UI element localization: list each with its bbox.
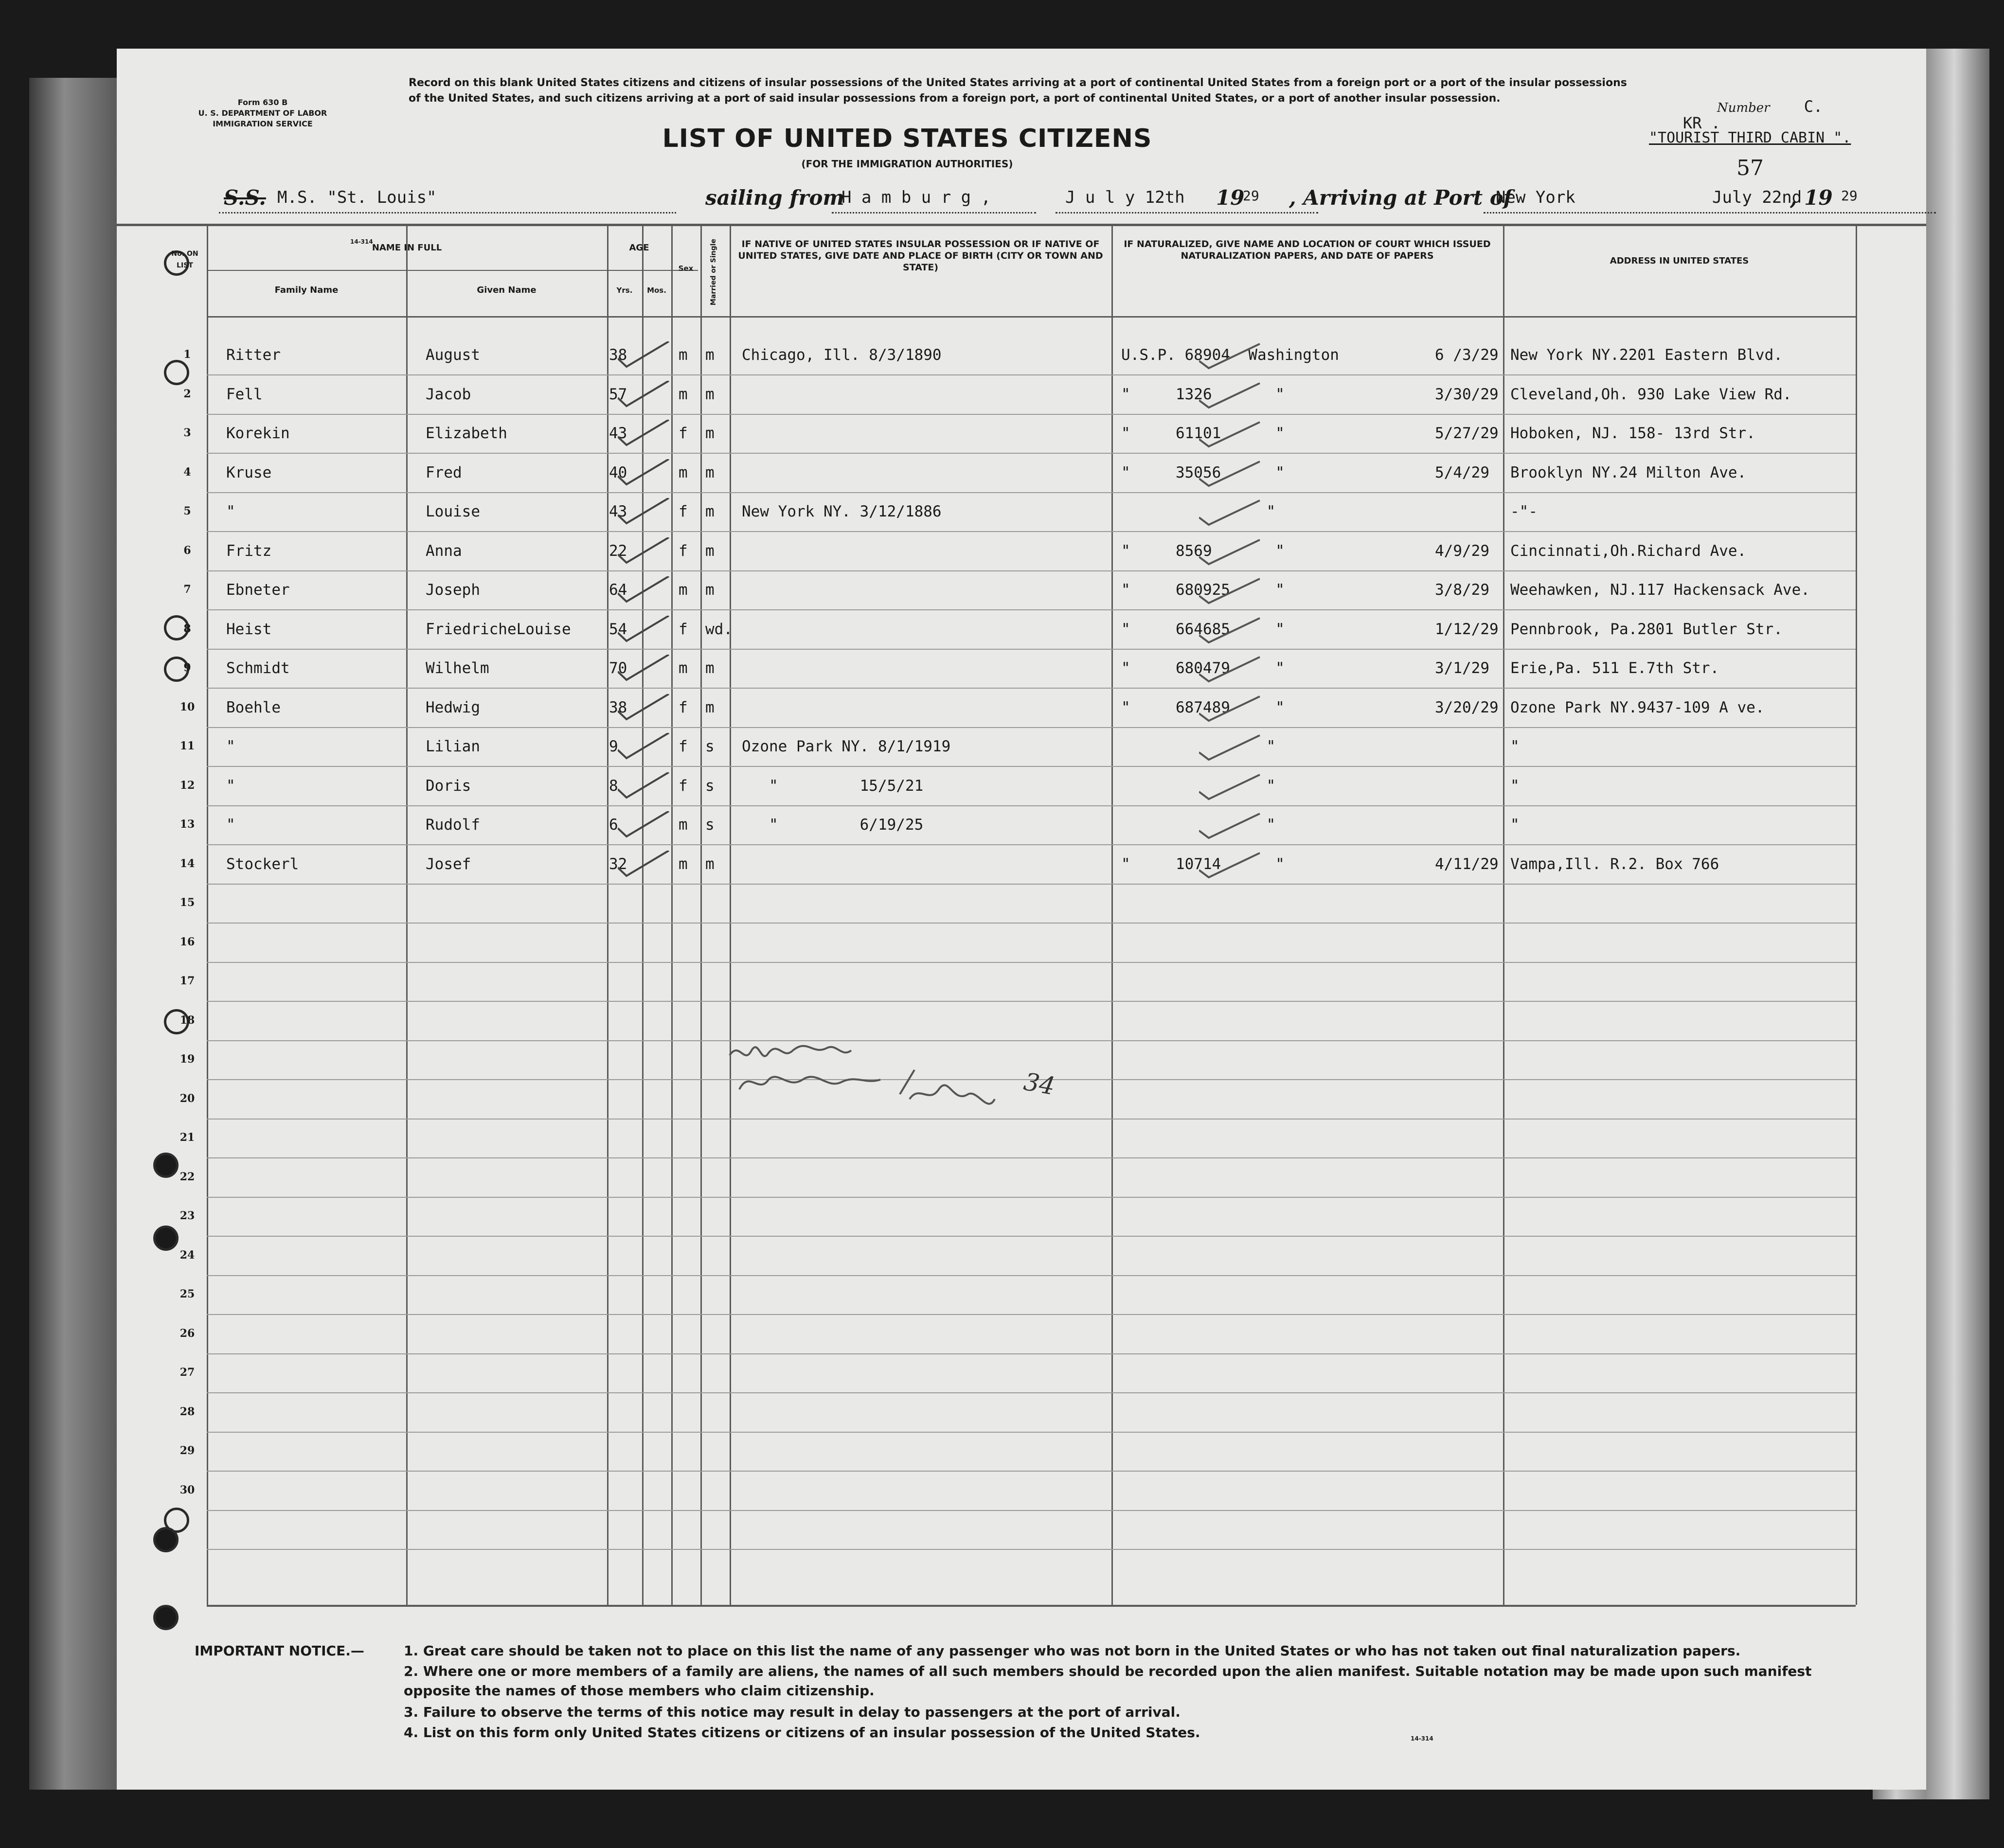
- row-number: 20: [179, 1092, 195, 1105]
- address-cell: ": [1510, 777, 1520, 795]
- row-number: 5: [183, 505, 191, 517]
- departure-year: 29: [1243, 188, 1259, 204]
- address-cell: Weehawken, NJ.117 Hackensack Ave.: [1510, 581, 1810, 599]
- address-cell: Cincinnati,Oh.Richard Ave.: [1510, 542, 1747, 560]
- given-name-cell: Anna: [426, 542, 462, 560]
- vessel-name: M.S. "St. Louis": [277, 188, 437, 207]
- checkmark-icon: [618, 694, 671, 723]
- given-name-cell: Louise: [426, 503, 480, 520]
- naturalization-cell: U.S.P. 68904 Washington: [1121, 346, 1339, 364]
- family-name-cell: Fritz: [226, 542, 272, 560]
- age-years-cell: 6: [609, 816, 618, 834]
- marital-status-cell: m: [705, 425, 715, 442]
- family-name-cell: ": [226, 816, 235, 834]
- checkmark-icon: [1199, 811, 1262, 840]
- age-years-cell: 70: [609, 659, 627, 677]
- marital-status-cell: s: [705, 777, 715, 795]
- checkmark-icon: [618, 576, 671, 605]
- departure-date: J u l y 12th: [1065, 188, 1185, 207]
- age-years-cell: 54: [609, 620, 627, 638]
- row-number: 12: [179, 779, 195, 792]
- row-number: 1: [183, 348, 191, 361]
- family-name-cell: Schmidt: [226, 659, 290, 677]
- birth-place-cell: Chicago, Ill. 8/3/1890: [742, 346, 942, 364]
- row-number: 9: [183, 661, 191, 674]
- header-address: ADDRESS IN UNITED STATES: [1610, 256, 1749, 266]
- header-no-on-list: No. ON LIST: [171, 250, 198, 269]
- birth-place-cell: Ozone Park NY. 8/1/1919: [742, 738, 951, 755]
- sex-cell: m: [679, 855, 688, 873]
- given-name-cell: August: [426, 346, 480, 364]
- marital-status-cell: m: [705, 698, 715, 716]
- naturalization-cell: " 1326 ": [1121, 385, 1285, 403]
- given-name-cell: Doris: [426, 777, 471, 795]
- row-number: 24: [179, 1248, 195, 1262]
- number-label: Number: [1717, 101, 1770, 115]
- naturalization-date-cell: 6 /3/29: [1435, 346, 1499, 364]
- marital-status-cell: m: [705, 855, 715, 873]
- given-name-cell: Fred: [426, 463, 462, 481]
- checkmark-icon: [1199, 772, 1262, 801]
- row-number: 3: [183, 426, 191, 439]
- manifest-page: [117, 49, 1926, 1790]
- department-name: U. S. DEPARTMENT OF LABOR: [198, 108, 327, 118]
- row-number: 13: [179, 818, 195, 831]
- notice-heading: IMPORTANT NOTICE.—: [195, 1643, 364, 1659]
- number-value: C.: [1804, 97, 1823, 116]
- given-name-cell: Jacob: [426, 385, 471, 403]
- binder-edge-left: [29, 78, 117, 1790]
- address-cell: Cleveland,Oh. 930 Lake View Rd.: [1510, 385, 1792, 403]
- row-number: 15: [179, 896, 195, 909]
- checkmark-icon: [618, 498, 671, 527]
- family-name-cell: Stockerl: [226, 855, 299, 873]
- given-name-cell: Hedwig: [426, 698, 480, 716]
- row-number: 14: [179, 857, 195, 870]
- checkmark-icon: [1199, 381, 1262, 410]
- marital-status-cell: m: [705, 542, 715, 560]
- naturalization-cell: " 680925 ": [1121, 581, 1285, 599]
- family-name-cell: Heist: [226, 620, 272, 638]
- arrival-year-prefix: , 19: [1790, 186, 1833, 210]
- row-number: 4: [183, 465, 191, 479]
- sex-cell: m: [679, 581, 688, 599]
- header-naturalization: IF NATURALIZED, GIVE NAME AND LOCATION OF COURT WHICH ISSUED NATURALIZATION PAPERS, AND DATE OF PAPERS: [1124, 239, 1491, 261]
- address-cell: Vampa,Ill. R.2. Box 766: [1510, 855, 1719, 873]
- age-years-cell: 38: [609, 346, 627, 364]
- row-number: 23: [179, 1209, 195, 1222]
- row-number: 27: [179, 1366, 195, 1379]
- notice-item: 1. Great care should be taken not to place on this list the name of any passenger who was not born in the United States or who has not taken out final naturalization papers.: [404, 1643, 1741, 1659]
- naturalization-cell: ": [1121, 503, 1276, 520]
- naturalization-date-cell: 3/1/29: [1435, 659, 1489, 677]
- form-code-top: 14-314: [350, 238, 373, 245]
- checkmark-icon: [618, 655, 671, 684]
- given-name-cell: Josef: [426, 855, 471, 873]
- sex-cell: m: [679, 385, 688, 403]
- naturalization-cell: ": [1121, 777, 1276, 795]
- row-number: 11: [179, 740, 195, 752]
- family-name-cell: ": [226, 777, 235, 795]
- checkmark-icon: [618, 851, 671, 880]
- given-name-cell: Joseph: [426, 581, 480, 599]
- header-given-name: Given Name: [477, 285, 537, 295]
- naturalization-date-cell: 4/9/29: [1435, 542, 1489, 560]
- sex-cell: f: [679, 425, 688, 442]
- row-number: 2: [183, 387, 191, 400]
- given-name-cell: Wilhelm: [426, 659, 489, 677]
- naturalization-cell: " 10714 ": [1121, 855, 1285, 873]
- record-instructions: Record on this blank United States citizens and citizens of insular possessions of the United States arriving at a port of continental United States from a foreign port or a port of the insular possessions of the United States, and such citizens arriving at a port of said insular possessions from a foreign port, a port of continental United States, or a port of another insular possession.: [409, 77, 1627, 105]
- checkmark-icon: [1199, 576, 1262, 605]
- given-name-cell: Rudolf: [426, 816, 480, 834]
- age-years-cell: 40: [609, 463, 627, 481]
- sex-cell: m: [679, 659, 688, 677]
- naturalization-cell: " 664685 ": [1121, 620, 1285, 638]
- checkmark-icon: [1199, 733, 1262, 762]
- marital-status-cell: m: [705, 346, 715, 364]
- row-number: 22: [179, 1170, 195, 1183]
- header-family-name: Family Name: [274, 285, 339, 295]
- naturalization-date-cell: 4/11/29: [1435, 855, 1499, 873]
- marital-status-cell: wd.: [705, 620, 733, 638]
- row-number: 7: [183, 583, 191, 596]
- page-subtitle: (FOR THE IMMIGRATION AUTHORITIES): [801, 158, 1013, 170]
- marital-status-cell: m: [705, 503, 715, 520]
- checkmark-icon: [618, 381, 671, 410]
- cabin-class: "TOURIST THIRD CABIN ".: [1649, 129, 1851, 146]
- sex-cell: m: [679, 463, 688, 481]
- marital-status-cell: s: [705, 816, 715, 834]
- header-birth-place: IF NATIVE OF UNITED STATES INSULAR POSSESSION OR IF NATIVE OF UNITED STATES, GIVE DATE AND PLACE OF BIRTH (CITY OR TOWN AND STATE): [738, 239, 1103, 273]
- age-years-cell: 64: [609, 581, 627, 599]
- address-cell: New York NY.2201 Eastern Blvd.: [1510, 346, 1783, 364]
- row-number: 16: [179, 935, 195, 948]
- page-title: LIST OF UNITED STATES CITIZENS: [662, 124, 1152, 153]
- address-cell: Brooklyn NY.24 Milton Ave.: [1510, 463, 1747, 481]
- checkmark-icon: [1199, 341, 1262, 371]
- age-years-cell: 43: [609, 425, 627, 442]
- passenger-table: [117, 224, 1926, 1605]
- address-cell: -"-: [1510, 503, 1538, 520]
- address-cell: Ozone Park NY.9437-109 A ve.: [1510, 698, 1765, 716]
- sailing-from-label: sailing from: [705, 186, 844, 210]
- age-years-cell: 8: [609, 777, 618, 795]
- header-age: AGE: [629, 243, 649, 253]
- checkmark-icon: [1199, 694, 1262, 723]
- naturalization-cell: " 61101 ": [1121, 425, 1285, 442]
- checkmark-icon: [1199, 537, 1262, 567]
- age-years-cell: 57: [609, 385, 627, 403]
- naturalization-cell: ": [1121, 738, 1276, 755]
- sex-cell: m: [679, 346, 688, 364]
- arrival-port: New York: [1496, 188, 1575, 207]
- checkmark-icon: [618, 420, 671, 449]
- given-name-cell: Lilian: [426, 738, 480, 755]
- naturalization-date-cell: 3/8/29: [1435, 581, 1489, 599]
- naturalization-date-cell: 5/4/29: [1435, 463, 1489, 481]
- naturalization-date-cell: 1/12/29: [1435, 620, 1499, 638]
- naturalization-cell: " 687489 ": [1121, 698, 1285, 716]
- birth-place-cell: " 6/19/25: [742, 816, 924, 834]
- address-cell: ": [1510, 738, 1520, 755]
- age-years-cell: 43: [609, 503, 627, 520]
- page-stamp: 34: [1021, 1067, 1057, 1101]
- checkmark-icon: [1199, 459, 1262, 488]
- naturalization-cell: " 8569 ": [1121, 542, 1285, 560]
- marital-status-cell: m: [705, 659, 715, 677]
- row-number: 10: [179, 700, 195, 713]
- checkmark-icon: [1199, 498, 1262, 527]
- sex-cell: f: [679, 698, 688, 716]
- departure-year-prefix: 19: [1216, 186, 1245, 210]
- family-name-cell: Fell: [226, 385, 263, 403]
- sex-cell: f: [679, 503, 688, 520]
- form-code-bottom: 14-314: [1411, 1735, 1433, 1742]
- sex-cell: m: [679, 816, 688, 834]
- header-months: Mos.: [647, 286, 666, 295]
- naturalization-cell: ": [1121, 816, 1276, 834]
- family-name-cell: ": [226, 738, 235, 755]
- checkmark-icon: [1199, 420, 1262, 449]
- checkmark-icon: [618, 616, 671, 645]
- checkmark-icon: [618, 537, 671, 567]
- family-name-cell: Kruse: [226, 463, 272, 481]
- row-number: 8: [183, 622, 191, 635]
- row-number: 28: [179, 1405, 195, 1418]
- age-years-cell: 22: [609, 542, 627, 560]
- address-cell: ": [1510, 816, 1520, 834]
- notice-item: 2. Where one or more members of a family are aliens, the names of all such members should be recorded upon the alien manifest. Suitable notation may be made upon such manifest opposite the names of those members who claim citizenship.: [404, 1663, 1812, 1699]
- row-number: 29: [179, 1444, 195, 1457]
- naturalization-date-cell: 5/27/29: [1435, 425, 1499, 442]
- checkmark-icon: [618, 772, 671, 801]
- address-cell: Pennbrook, Pa.2801 Butler Str.: [1510, 620, 1783, 638]
- header-years: Yrs.: [616, 286, 633, 295]
- checkmark-icon: [1199, 655, 1262, 684]
- arrival-year: 29: [1841, 188, 1858, 204]
- family-name-cell: Korekin: [226, 425, 290, 442]
- address-cell: Hoboken, NJ. 158- 13rd Str.: [1510, 425, 1755, 442]
- punch-hole-icon: [153, 1605, 179, 1630]
- sex-cell: f: [679, 777, 688, 795]
- age-years-cell: 38: [609, 698, 627, 716]
- row-number: 25: [179, 1288, 195, 1300]
- checkmark-icon: [618, 341, 671, 371]
- checkmark-icon: [618, 733, 671, 762]
- arriving-label: , Arriving at Port of: [1289, 186, 1512, 210]
- age-years-cell: 9: [609, 738, 618, 755]
- family-name-cell: ": [226, 503, 235, 520]
- service-name: IMMIGRATION SERVICE: [213, 119, 313, 128]
- marital-status-cell: m: [705, 463, 715, 481]
- naturalization-cell: " 35056 ": [1121, 463, 1285, 481]
- marital-status-cell: m: [705, 581, 715, 599]
- checkmark-icon: [1199, 851, 1262, 880]
- sex-cell: f: [679, 738, 688, 755]
- naturalization-date-cell: 3/20/29: [1435, 698, 1499, 716]
- row-number: 30: [179, 1483, 195, 1496]
- family-name-cell: Ritter: [226, 346, 281, 364]
- notice-item: 3. Failure to observe the terms of this notice may result in delay to passengers at the port of arrival.: [404, 1704, 1181, 1720]
- header-name-in-full: NAME IN FULL: [372, 243, 442, 253]
- marital-status-cell: s: [705, 738, 715, 755]
- header-sex: Sex: [678, 264, 694, 273]
- notice-item: 4. List on this form only United States citizens or citizens of an insular possession of the United States.: [404, 1724, 1200, 1741]
- departure-port: H a m b u r g ,: [841, 188, 991, 207]
- row-number: 26: [179, 1327, 195, 1340]
- birth-place-cell: New York NY. 3/12/1886: [742, 503, 942, 520]
- naturalization-cell: " 680479 ": [1121, 659, 1285, 677]
- arrival-date: July 22nd: [1712, 188, 1802, 207]
- kr-code: KR .: [1683, 114, 1721, 132]
- given-name-cell: FriedricheLouise: [426, 620, 571, 638]
- family-name-cell: Boehle: [226, 698, 281, 716]
- sex-cell: f: [679, 620, 688, 638]
- checkmark-icon: [618, 811, 671, 840]
- family-name-cell: Ebneter: [226, 581, 290, 599]
- given-name-cell: Elizabeth: [426, 425, 507, 442]
- row-number: 6: [183, 544, 191, 557]
- naturalization-date-cell: 3/30/29: [1435, 385, 1499, 403]
- form-identifier: [156, 97, 370, 129]
- page-number: 57: [1736, 156, 1764, 180]
- birth-place-cell: " 15/5/21: [742, 777, 924, 795]
- row-number: 19: [179, 1053, 195, 1066]
- checkmark-icon: [1199, 616, 1262, 645]
- vessel-prefix: S.S.: [224, 186, 266, 210]
- checkmark-icon: [618, 459, 671, 488]
- age-years-cell: 32: [609, 855, 627, 873]
- number-line: [1717, 97, 1823, 116]
- sex-cell: f: [679, 542, 688, 560]
- header-married-single: Married or Single: [710, 239, 717, 306]
- form-number: Form 630 B: [237, 98, 288, 107]
- row-number: 18: [179, 1013, 195, 1027]
- inspector-signature-icon: [725, 1036, 1007, 1148]
- address-cell: Erie,Pa. 511 E.7th Str.: [1510, 659, 1719, 677]
- row-number: 21: [179, 1131, 195, 1144]
- row-number: 17: [179, 975, 195, 987]
- marital-status-cell: m: [705, 385, 715, 403]
- sailing-line: [219, 180, 1897, 219]
